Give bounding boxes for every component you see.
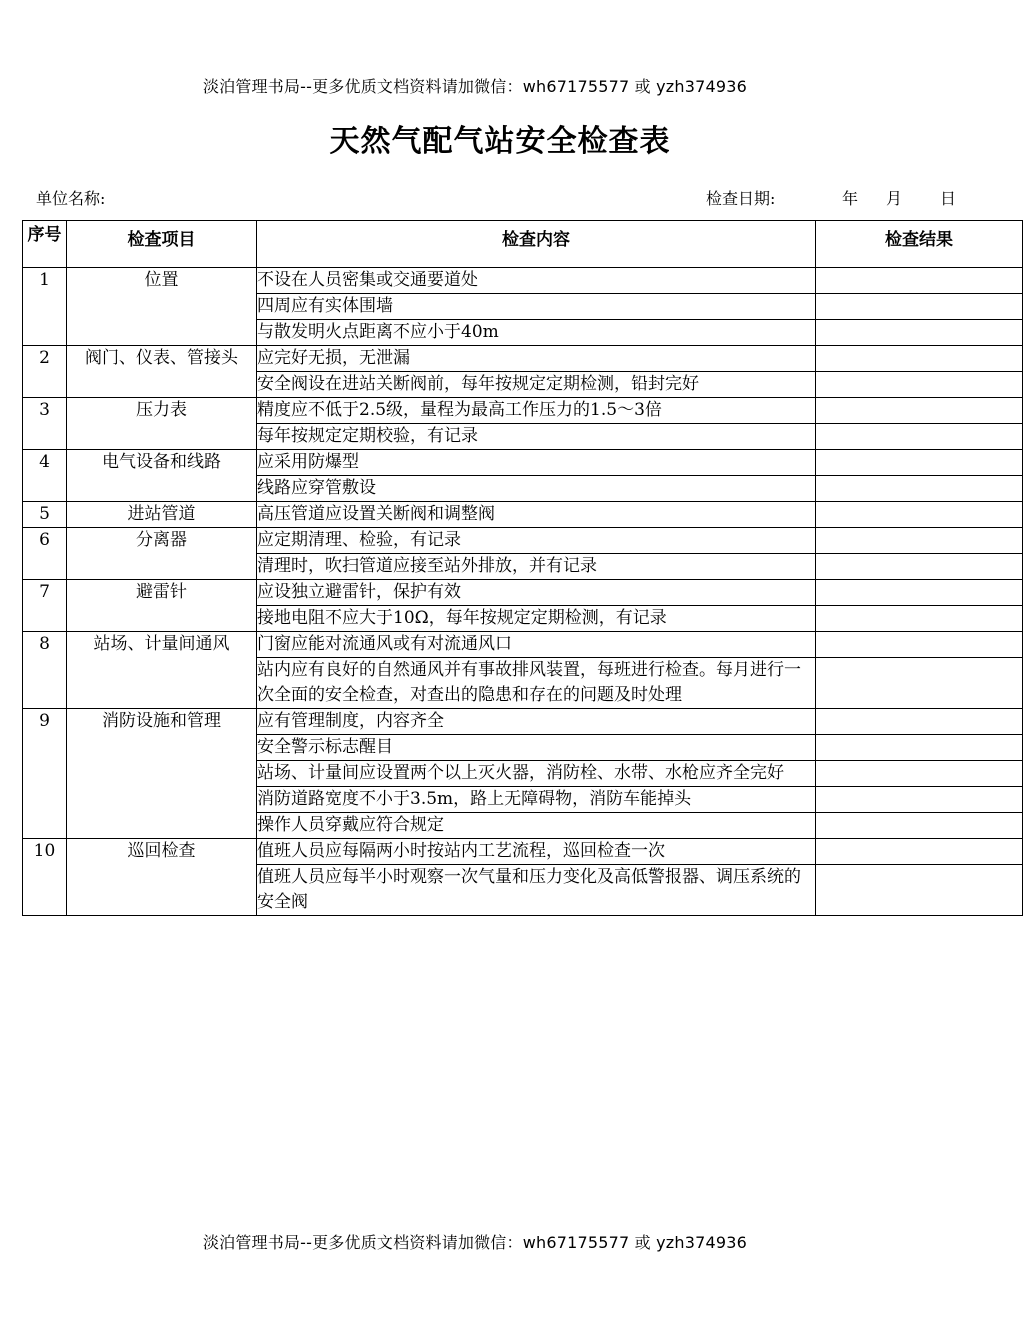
unit-name-label: 单位名称: xyxy=(36,189,106,208)
table-row xyxy=(23,839,1023,865)
check-content: 四周应有实体围墙 xyxy=(257,294,816,320)
check-content: 安全阀设在进站关断阀前，每年按规定定期检测，铅封完好 xyxy=(257,372,816,398)
year-label: 年 xyxy=(842,189,859,208)
check-content: 线路应穿管敷设 xyxy=(257,476,816,502)
check-result-cell[interactable] xyxy=(816,554,1023,580)
check-item: 消防设施和管理 xyxy=(67,709,257,839)
check-result-cell[interactable] xyxy=(816,735,1023,761)
row-number: 3 xyxy=(23,398,67,450)
check-result-cell[interactable] xyxy=(816,372,1023,398)
check-content: 应完好无损，无泄漏 xyxy=(257,346,816,372)
check-result-cell[interactable] xyxy=(816,320,1023,346)
table-row xyxy=(23,398,1023,424)
row-number: 8 xyxy=(23,632,67,709)
row-number: 9 xyxy=(23,709,67,839)
check-result-cell[interactable] xyxy=(816,476,1023,502)
check-result-cell[interactable] xyxy=(816,865,1023,916)
check-item: 巡回检查 xyxy=(67,839,257,916)
meta-row xyxy=(36,186,957,208)
check-content: 不设在人员密集或交通要道处 xyxy=(257,268,816,294)
check-result-cell[interactable] xyxy=(816,813,1023,839)
row-number: 4 xyxy=(23,450,67,502)
check-result-cell[interactable] xyxy=(816,761,1023,787)
check-result-cell[interactable] xyxy=(816,424,1023,450)
row-number: 1 xyxy=(23,268,67,346)
check-result-cell[interactable] xyxy=(816,268,1023,294)
check-content: 应采用防爆型 xyxy=(257,450,816,476)
header-content: 检查内容 xyxy=(257,221,816,268)
check-content: 每年按规定定期校验，有记录 xyxy=(257,424,816,450)
table-row xyxy=(23,580,1023,606)
check-content: 安全警示标志醒目 xyxy=(257,735,816,761)
header-no: 序号 xyxy=(23,221,67,268)
check-content: 值班人员应每隔两小时按站内工艺流程，巡回检查一次 xyxy=(257,839,816,865)
table-header-row xyxy=(23,221,1023,268)
header-item: 检查项目 xyxy=(67,221,257,268)
check-result-cell[interactable] xyxy=(816,709,1023,735)
check-result-cell[interactable] xyxy=(816,398,1023,424)
check-item: 进站管道 xyxy=(67,502,257,528)
check-item: 避雷针 xyxy=(67,580,257,632)
check-content: 门窗应能对流通风或有对流通风口 xyxy=(257,632,816,658)
table-row xyxy=(23,450,1023,476)
check-result-cell[interactable] xyxy=(816,632,1023,658)
table-row xyxy=(23,632,1023,658)
table-row xyxy=(23,709,1023,735)
row-number: 10 xyxy=(23,839,67,916)
check-content: 清理时，吹扫管道应接至站外排放，并有记录 xyxy=(257,554,816,580)
check-content: 与散发明火点距离不应小于40m xyxy=(257,320,816,346)
check-content: 精度应不低于2.5级，量程为最高工作压力的1.5～3倍 xyxy=(257,398,816,424)
table-row xyxy=(23,528,1023,554)
header-result: 检查结果 xyxy=(816,221,1023,268)
check-content: 高压管道应设置关断阀和调整阀 xyxy=(257,502,816,528)
table-row xyxy=(23,346,1023,372)
check-item: 阀门、仪表、管接头 xyxy=(67,346,257,398)
check-date-label: 检查日期: xyxy=(706,189,776,208)
check-result-cell[interactable] xyxy=(816,606,1023,632)
check-item: 压力表 xyxy=(67,398,257,450)
row-number: 5 xyxy=(23,502,67,528)
check-content: 接地电阻不应大于10Ω，每年按规定定期检测，有记录 xyxy=(257,606,816,632)
row-number: 7 xyxy=(23,580,67,632)
check-item: 分离器 xyxy=(67,528,257,580)
table-body xyxy=(23,268,1023,916)
header-note: 淡泊管理书局--更多优质文档资料请加微信：wh67175577 或 yzh374936 xyxy=(202,77,748,96)
check-content: 应定期清理、检验，有记录 xyxy=(257,528,816,554)
document-title: 天然气配气站安全检查表 xyxy=(329,124,671,159)
check-result-cell[interactable] xyxy=(816,658,1023,709)
check-result-cell[interactable] xyxy=(816,787,1023,813)
footer-note: 淡泊管理书局--更多优质文档资料请加微信：wh67175577 或 yzh374936 xyxy=(202,1233,748,1252)
month-label: 月 xyxy=(886,189,903,208)
check-result-cell[interactable] xyxy=(816,450,1023,476)
check-item: 电气设备和线路 xyxy=(67,450,257,502)
check-result-cell[interactable] xyxy=(816,839,1023,865)
check-result-cell[interactable] xyxy=(816,502,1023,528)
check-result-cell[interactable] xyxy=(816,528,1023,554)
inspection-table xyxy=(22,220,1023,916)
check-content: 应有管理制度，内容齐全 xyxy=(257,709,816,735)
check-content: 应设独立避雷针，保护有效 xyxy=(257,580,816,606)
check-content: 站场、计量间应设置两个以上灭火器，消防栓、水带、水枪应齐全完好 xyxy=(257,761,816,787)
check-content: 操作人员穿戴应符合规定 xyxy=(257,813,816,839)
check-content: 消防道路宽度不小于3.5m，路上无障碍物，消防车能掉头 xyxy=(257,787,816,813)
check-result-cell[interactable] xyxy=(816,346,1023,372)
table-row xyxy=(23,502,1023,528)
check-result-cell[interactable] xyxy=(816,580,1023,606)
table-row xyxy=(23,268,1023,294)
row-number: 2 xyxy=(23,346,67,398)
check-content: 值班人员应每半小时观察一次气量和压力变化及高低警报器、调压系统的安全阀 xyxy=(257,865,816,916)
row-number: 6 xyxy=(23,528,67,580)
check-item: 站场、计量间通风 xyxy=(67,632,257,709)
day-label: 日 xyxy=(940,189,957,208)
check-item: 位置 xyxy=(67,268,257,346)
check-content: 站内应有良好的自然通风并有事故排风装置，每班进行检查。每月进行一次全面的安全检查，对查出的隐患和存在的问题及时处理 xyxy=(257,658,816,709)
check-result-cell[interactable] xyxy=(816,294,1023,320)
